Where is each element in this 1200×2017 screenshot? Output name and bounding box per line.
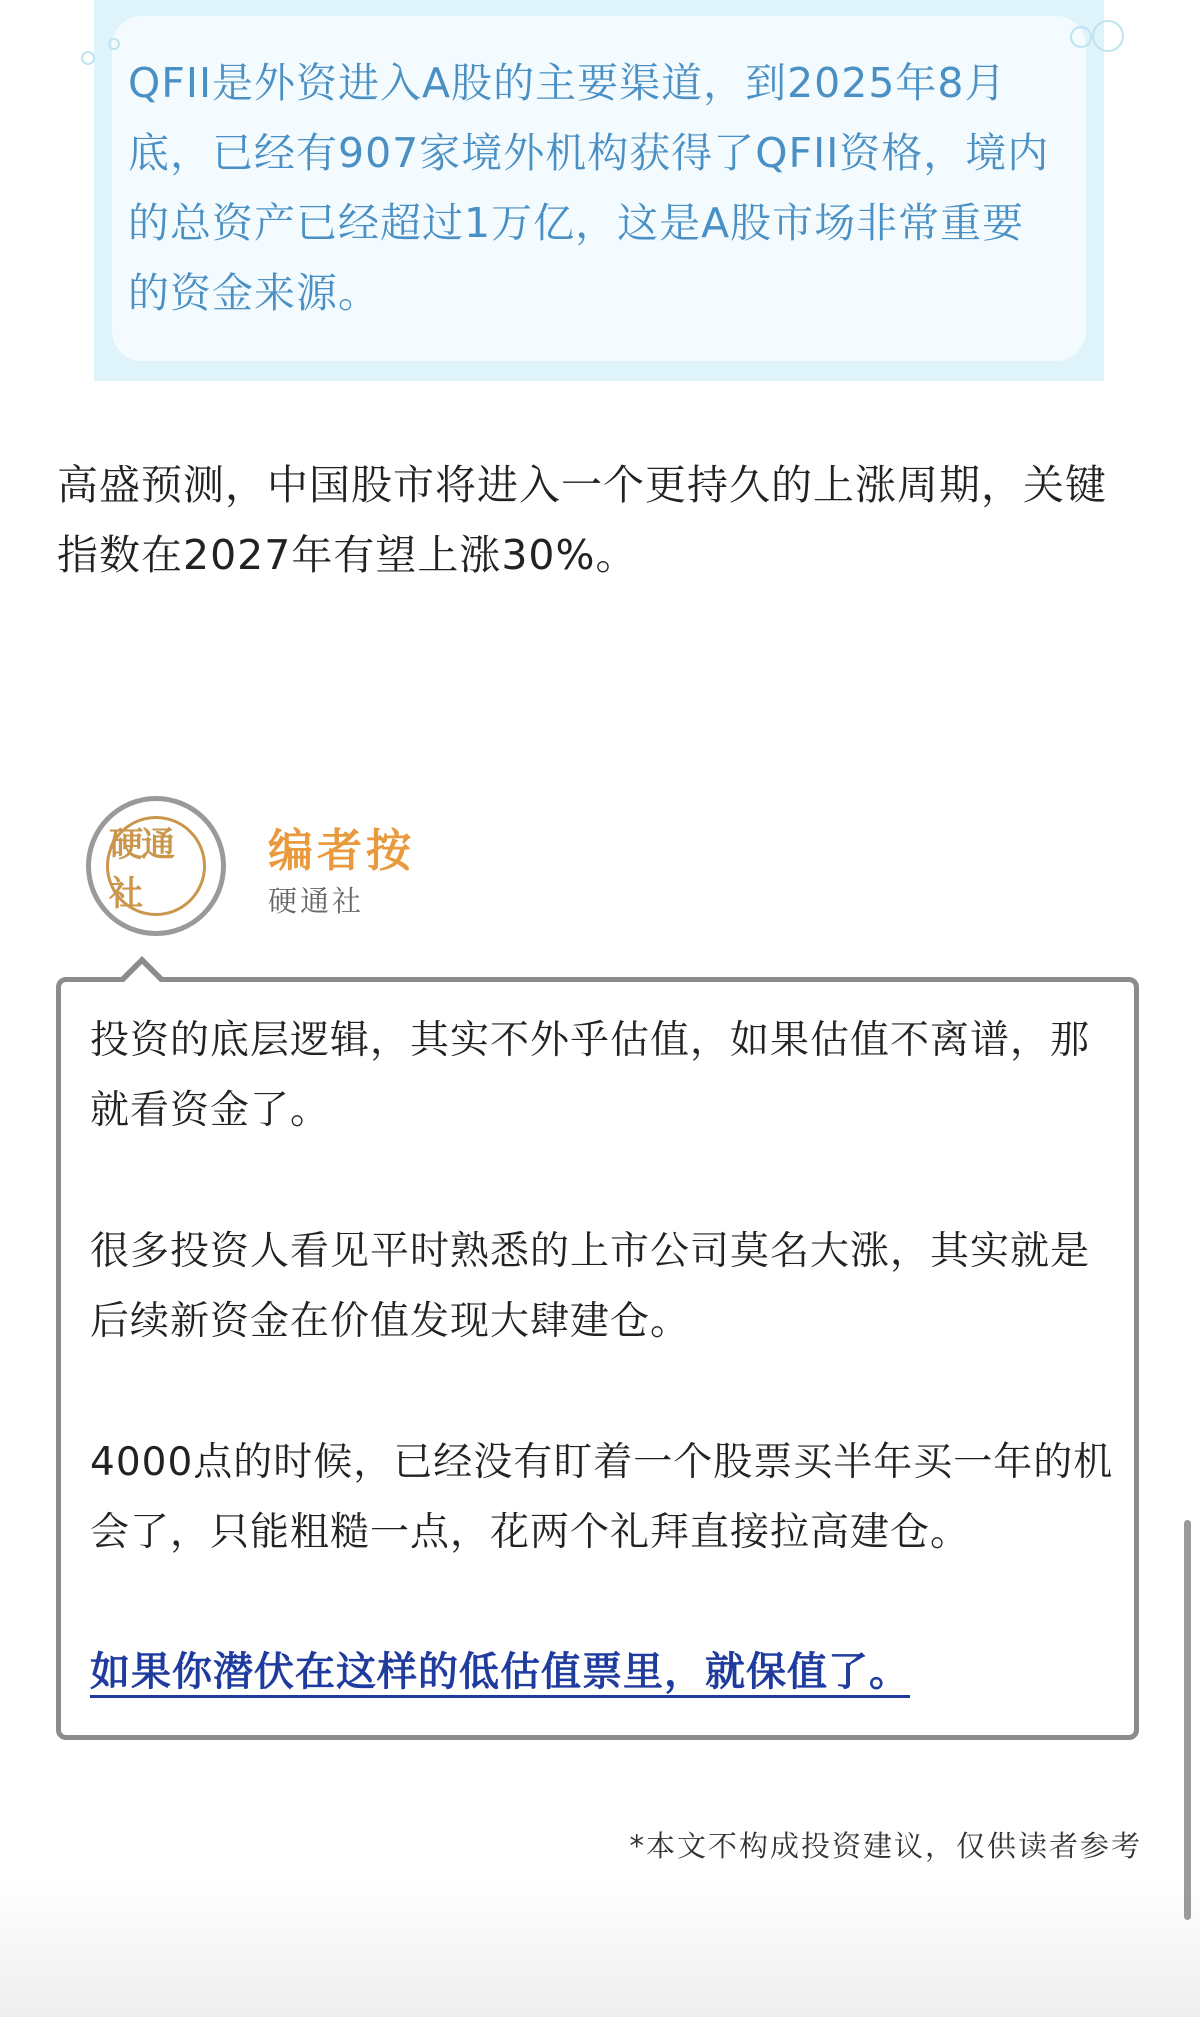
bottom-fade <box>0 1880 1200 2017</box>
scrollbar[interactable] <box>1184 1520 1191 1920</box>
note-paragraph: 投资的底层逻辑，其实不外乎估值，如果估值不离谱，那就看资金了。 <box>90 1018 1091 1133</box>
note-paragraph: 很多投资人看见平时熟悉的上市公司莫名大涨，其实就是后续新资金在价值发现大肆建仓。 <box>90 1229 1091 1344</box>
avatar-logo <box>106 816 206 916</box>
note-paragraph: 4000点的时候，已经没有盯着一个股票买半年买一年的机会了，只能粗糙一点，花两个礼拜直接拉高建仓。 <box>90 1440 1114 1555</box>
editor-note-source[interactable]: 硬通社 <box>268 884 365 918</box>
note-pointer-arrow-fill <box>124 964 160 982</box>
bubble-decoration <box>108 38 120 50</box>
editor-note-title: 编者按 <box>268 824 416 877</box>
body-paragraph: 高盛预测，中国股市将进入一个更持久的上涨周期，关键指数在2027年有望上涨30%。 <box>57 461 1107 579</box>
quote-text: QFII是外资进入A股的主要渠道，到2025年8月底，已经有907家境外机构获得了QFII资格，境内的总资产已经超过1万亿，这是A股市场非常重要的资金来源。 <box>128 59 1050 317</box>
avatar-logo-text: 硬通社 <box>109 825 173 914</box>
bubble-decoration <box>1092 20 1124 52</box>
bubble-decoration <box>1070 26 1092 48</box>
note-highlight-link[interactable]: 如果你潜伏在这样的低估值票里，就保值了。 <box>90 1649 910 1695</box>
avatar[interactable] <box>86 796 226 936</box>
disclaimer-text: *本文不构成投资建议，仅供读者参考 <box>629 1829 1142 1863</box>
bubble-decoration <box>81 51 95 65</box>
